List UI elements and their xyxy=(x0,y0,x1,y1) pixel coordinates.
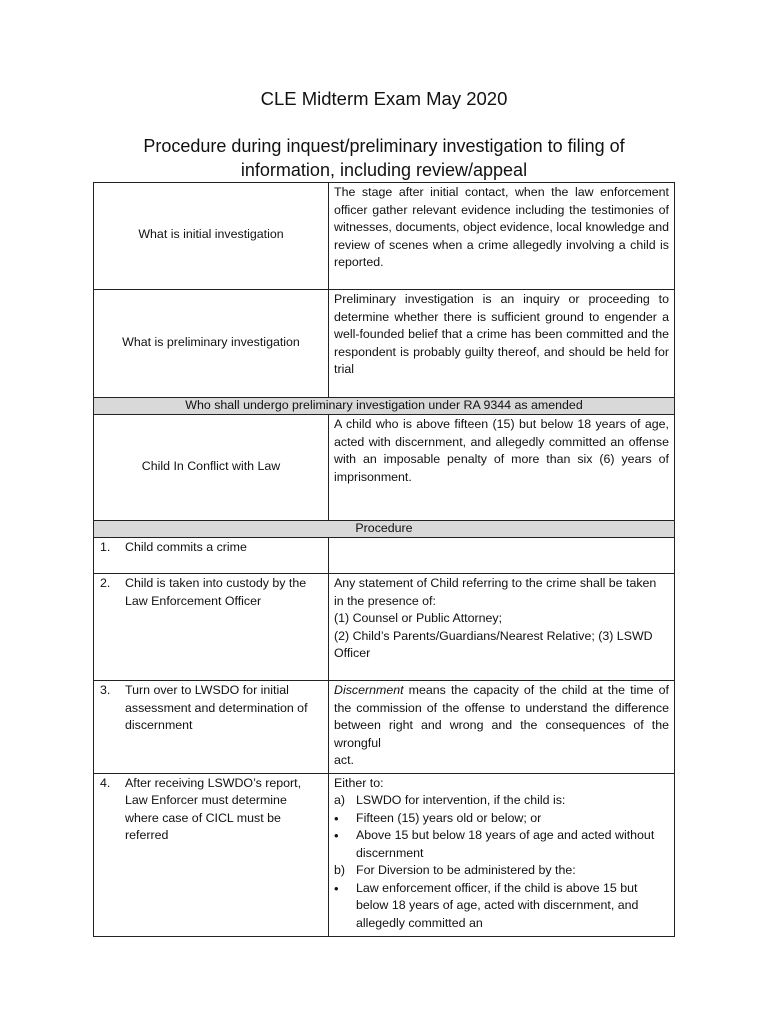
list-marker: b) xyxy=(334,863,346,877)
defined-term: Discernment xyxy=(334,683,404,697)
subtitle-line-2: information, including review/appeal xyxy=(240,160,528,180)
step-cell xyxy=(94,773,329,936)
step-detail-cell xyxy=(329,773,675,936)
step-cell xyxy=(94,574,329,681)
detail-line: (1) Counsel or Public Attorney; xyxy=(334,611,503,625)
definition-text: means the capacity of the child at the time of the commission of the offense to understand the difference between right and wrong and the consequences of the wrongful xyxy=(334,683,669,750)
row-procedure-header xyxy=(94,521,675,538)
section-header: Who shall undergo preliminary investigation under RA 9344 as amended xyxy=(94,398,675,415)
step-cell xyxy=(94,538,329,574)
step-label: Child is taken into custody by the Law Enforcement Officer xyxy=(125,576,307,608)
definition-tail: act. xyxy=(334,753,354,767)
step-detail-cell xyxy=(329,681,675,774)
step-detail-cell xyxy=(329,574,675,681)
step-row-1 xyxy=(94,538,675,574)
bullet-icon: • xyxy=(334,810,339,826)
list-text: LSWDO for intervention, if the child is: xyxy=(356,793,566,807)
list-item xyxy=(334,827,669,862)
row-initial-investigation xyxy=(94,183,675,290)
detail-line: (2) Child’s Parents/Guardians/Nearest Relative; (3) LSWD Officer xyxy=(334,628,653,660)
list-text: Above 15 but below 18 years of age and acted without discernment xyxy=(356,828,655,860)
bullet-icon: • xyxy=(334,880,339,896)
answer-cell: The stage after initial contact, when the law enforcement officer gather relevant evidence including the testimonies of witnesses, documents, object evidence, local knowledge and review of scenes when a crime allegedly involving a child is reported. xyxy=(329,183,675,290)
list-item xyxy=(334,862,669,880)
step-number: 1. xyxy=(100,540,111,554)
list-item xyxy=(334,792,669,810)
step-label: Turn over to LWSDO for initial assessment and determination of discernment xyxy=(125,683,308,732)
detail-intro: Any statement of Child referring to the crime shall be taken in the presence of: xyxy=(334,576,657,608)
answer-cell: Preliminary investigation is an inquiry or proceeding to determine whether there is sufficient ground to engender a well-founded belief that a crime has been committed and the respondent is probably guilty thereof, and should be held for trial xyxy=(329,290,675,398)
answer-cell: A child who is above fifteen (15) but below 18 years of age, acted with discernment, and allegedly committed an offense with an imposable penalty of more than six (6) years of imprisonment. xyxy=(329,415,675,521)
list-text: Fifteen (15) years old or below; or xyxy=(356,810,542,825)
list-marker: a) xyxy=(334,793,346,807)
bullet-icon: • xyxy=(334,828,339,843)
step-number: 2. xyxy=(100,576,111,590)
step-number: 3. xyxy=(100,683,111,697)
list-text: Law enforcement officer, if the child is above 15 but below 18 years of age, acted with discernment, and allegedly committed an xyxy=(356,880,639,930)
step-cell xyxy=(94,681,329,774)
section-header: Procedure xyxy=(94,521,675,538)
step-row-3 xyxy=(94,681,675,774)
page-title: CLE Midterm Exam May 2020 xyxy=(260,88,508,109)
step-label: Child commits a crime xyxy=(125,540,247,554)
procedure-table xyxy=(93,182,675,937)
question-cell: What is initial investigation xyxy=(94,183,329,290)
step-row-4 xyxy=(94,773,675,936)
row-cicl xyxy=(94,415,675,521)
list-item xyxy=(334,810,669,828)
question-cell: Child In Conflict with Law xyxy=(94,415,329,521)
step-number: 4. xyxy=(100,775,111,790)
question-cell: What is preliminary investigation xyxy=(94,290,329,398)
page-subtitle xyxy=(90,134,678,182)
subtitle-line-1: Procedure during inquest/preliminary investigation to filing of xyxy=(143,136,625,156)
step-label: After receiving LSWDO’s report, Law Enforcer must determine where case of CICL must be referred xyxy=(125,775,302,842)
row-preliminary-investigation xyxy=(94,290,675,398)
step-detail-cell xyxy=(329,538,675,574)
row-who-header xyxy=(94,398,675,415)
detail-intro: Either to: xyxy=(334,775,384,790)
step-row-2 xyxy=(94,574,675,681)
list-item xyxy=(334,880,669,933)
list-text: For Diversion to be administered by the: xyxy=(356,863,576,877)
